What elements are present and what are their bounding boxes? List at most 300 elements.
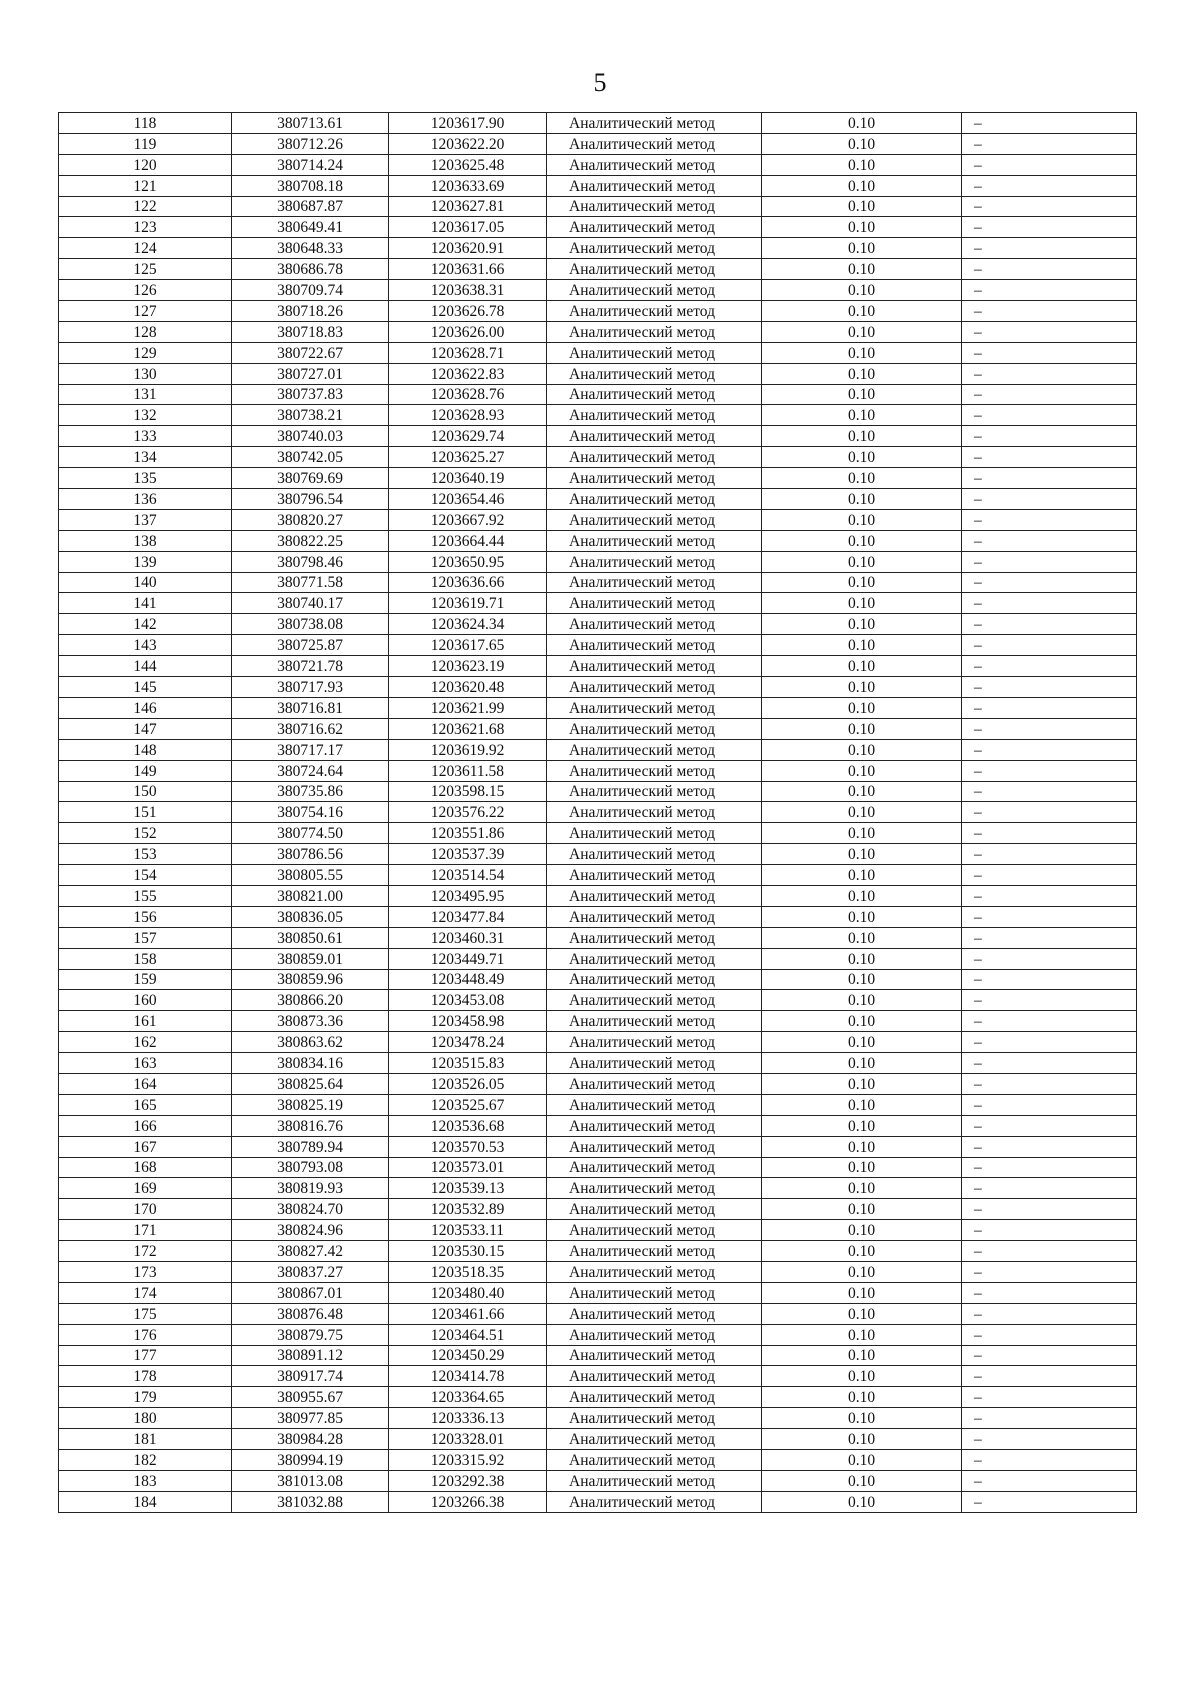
method-cell: Аналитический метод	[547, 990, 762, 1011]
point-number-cell: 129	[59, 342, 232, 363]
point-number-cell: 150	[59, 781, 232, 802]
point-number-cell: 169	[59, 1178, 232, 1199]
accuracy-cell: 0.10	[762, 1241, 962, 1262]
x-coordinate-cell: 380816.76	[232, 1115, 389, 1136]
x-coordinate-cell: 380740.17	[232, 593, 389, 614]
note-cell: –	[962, 175, 1137, 196]
table-row	[59, 426, 1137, 447]
method-cell: Аналитический метод	[547, 927, 762, 948]
method-cell: Аналитический метод	[547, 405, 762, 426]
accuracy-cell: 0.10	[762, 1199, 962, 1220]
accuracy-cell: 0.10	[762, 1178, 962, 1199]
table-row	[59, 489, 1137, 510]
accuracy-cell: 0.10	[762, 1450, 962, 1471]
x-coordinate-cell: 380714.24	[232, 154, 389, 175]
accuracy-cell: 0.10	[762, 468, 962, 489]
accuracy-cell: 0.10	[762, 1136, 962, 1157]
x-coordinate-cell: 380819.93	[232, 1178, 389, 1199]
y-coordinate-cell: 1203458.98	[389, 1011, 547, 1032]
point-number-cell: 179	[59, 1387, 232, 1408]
method-cell: Аналитический метод	[547, 468, 762, 489]
table-row	[59, 1136, 1137, 1157]
accuracy-cell: 0.10	[762, 635, 962, 656]
note-cell: –	[962, 1491, 1137, 1512]
accuracy-cell: 0.10	[762, 217, 962, 238]
method-cell: Аналитический метод	[547, 802, 762, 823]
accuracy-cell: 0.10	[762, 1053, 962, 1074]
method-cell: Аналитический метод	[547, 948, 762, 969]
accuracy-cell: 0.10	[762, 823, 962, 844]
method-cell: Аналитический метод	[547, 781, 762, 802]
point-number-cell: 121	[59, 175, 232, 196]
y-coordinate-cell: 1203631.66	[389, 259, 547, 280]
method-cell: Аналитический метод	[547, 760, 762, 781]
x-coordinate-cell: 380917.74	[232, 1366, 389, 1387]
point-number-cell: 178	[59, 1366, 232, 1387]
note-cell: –	[962, 990, 1137, 1011]
accuracy-cell: 0.10	[762, 614, 962, 635]
x-coordinate-cell: 380796.54	[232, 489, 389, 510]
note-cell: –	[962, 1011, 1137, 1032]
accuracy-cell: 0.10	[762, 447, 962, 468]
y-coordinate-cell: 1203515.83	[389, 1053, 547, 1074]
table-row	[59, 342, 1137, 363]
method-cell: Аналитический метод	[547, 154, 762, 175]
accuracy-cell: 0.10	[762, 509, 962, 530]
method-cell: Аналитический метод	[547, 906, 762, 927]
accuracy-cell: 0.10	[762, 572, 962, 593]
point-number-cell: 155	[59, 885, 232, 906]
note-cell: –	[962, 760, 1137, 781]
x-coordinate-cell: 380774.50	[232, 823, 389, 844]
y-coordinate-cell: 1203448.49	[389, 969, 547, 990]
accuracy-cell: 0.10	[762, 844, 962, 865]
table-row	[59, 823, 1137, 844]
method-cell: Аналитический метод	[547, 259, 762, 280]
x-coordinate-cell: 380798.46	[232, 551, 389, 572]
point-number-cell: 166	[59, 1115, 232, 1136]
note-cell: –	[962, 865, 1137, 886]
page-number: 5	[593, 68, 607, 97]
accuracy-cell: 0.10	[762, 530, 962, 551]
x-coordinate-cell: 380713.61	[232, 113, 389, 134]
accuracy-cell: 0.10	[762, 1303, 962, 1324]
note-cell: –	[962, 1450, 1137, 1471]
note-cell: –	[962, 1136, 1137, 1157]
table-row	[59, 405, 1137, 426]
x-coordinate-cell: 380876.48	[232, 1303, 389, 1324]
x-coordinate-cell: 380708.18	[232, 175, 389, 196]
accuracy-cell: 0.10	[762, 1011, 962, 1032]
point-number-cell: 157	[59, 927, 232, 948]
y-coordinate-cell: 1203621.68	[389, 718, 547, 739]
point-number-cell: 142	[59, 614, 232, 635]
coordinates-table	[58, 112, 1137, 1513]
table-row	[59, 363, 1137, 384]
note-cell: –	[962, 802, 1137, 823]
table-row	[59, 948, 1137, 969]
table-row	[59, 217, 1137, 238]
x-coordinate-cell: 380825.64	[232, 1073, 389, 1094]
table-row	[59, 1429, 1137, 1450]
y-coordinate-cell: 1203533.11	[389, 1220, 547, 1241]
note-cell: –	[962, 635, 1137, 656]
method-cell: Аналитический метод	[547, 697, 762, 718]
point-number-cell: 136	[59, 489, 232, 510]
method-cell: Аналитический метод	[547, 656, 762, 677]
note-cell: –	[962, 1157, 1137, 1178]
x-coordinate-cell: 380648.33	[232, 238, 389, 259]
table-row	[59, 196, 1137, 217]
method-cell: Аналитический метод	[547, 321, 762, 342]
note-cell: –	[962, 133, 1137, 154]
note-cell: –	[962, 1470, 1137, 1491]
x-coordinate-cell: 380859.96	[232, 969, 389, 990]
x-coordinate-cell: 380879.75	[232, 1324, 389, 1345]
x-coordinate-cell: 380716.81	[232, 697, 389, 718]
point-number-cell: 140	[59, 572, 232, 593]
table-row	[59, 1115, 1137, 1136]
point-number-cell: 130	[59, 363, 232, 384]
accuracy-cell: 0.10	[762, 885, 962, 906]
point-number-cell: 171	[59, 1220, 232, 1241]
x-coordinate-cell: 380754.16	[232, 802, 389, 823]
accuracy-cell: 0.10	[762, 1157, 962, 1178]
point-number-cell: 174	[59, 1282, 232, 1303]
note-cell: –	[962, 301, 1137, 322]
x-coordinate-cell: 380717.17	[232, 739, 389, 760]
accuracy-cell: 0.10	[762, 906, 962, 927]
method-cell: Аналитический метод	[547, 238, 762, 259]
y-coordinate-cell: 1203621.99	[389, 697, 547, 718]
x-coordinate-cell: 380725.87	[232, 635, 389, 656]
x-coordinate-cell: 380649.41	[232, 217, 389, 238]
method-cell: Аналитический метод	[547, 1261, 762, 1282]
note-cell: –	[962, 1429, 1137, 1450]
y-coordinate-cell: 1203570.53	[389, 1136, 547, 1157]
x-coordinate-cell: 380822.25	[232, 530, 389, 551]
point-number-cell: 180	[59, 1408, 232, 1429]
x-coordinate-cell: 380873.36	[232, 1011, 389, 1032]
x-coordinate-cell: 380837.27	[232, 1261, 389, 1282]
accuracy-cell: 0.10	[762, 760, 962, 781]
x-coordinate-cell: 380984.28	[232, 1429, 389, 1450]
x-coordinate-cell: 380709.74	[232, 280, 389, 301]
accuracy-cell: 0.10	[762, 1094, 962, 1115]
accuracy-cell: 0.10	[762, 802, 962, 823]
table-row	[59, 1178, 1137, 1199]
method-cell: Аналитический метод	[547, 301, 762, 322]
method-cell: Аналитический метод	[547, 1366, 762, 1387]
point-number-cell: 146	[59, 697, 232, 718]
note-cell: –	[962, 1073, 1137, 1094]
method-cell: Аналитический метод	[547, 1345, 762, 1366]
table-row	[59, 1324, 1137, 1345]
method-cell: Аналитический метод	[547, 593, 762, 614]
method-cell: Аналитический метод	[547, 1094, 762, 1115]
note-cell: –	[962, 927, 1137, 948]
note-cell: –	[962, 1094, 1137, 1115]
table-row	[59, 175, 1137, 196]
table-row	[59, 259, 1137, 280]
method-cell: Аналитический метод	[547, 1282, 762, 1303]
y-coordinate-cell: 1203628.93	[389, 405, 547, 426]
y-coordinate-cell: 1203620.91	[389, 238, 547, 259]
method-cell: Аналитический метод	[547, 572, 762, 593]
accuracy-cell: 0.10	[762, 363, 962, 384]
table-row	[59, 1303, 1137, 1324]
accuracy-cell: 0.10	[762, 927, 962, 948]
method-cell: Аналитический метод	[547, 1408, 762, 1429]
y-coordinate-cell: 1203617.90	[389, 113, 547, 134]
accuracy-cell: 0.10	[762, 384, 962, 405]
method-cell: Аналитический метод	[547, 739, 762, 760]
y-coordinate-cell: 1203525.67	[389, 1094, 547, 1115]
x-coordinate-cell: 380687.87	[232, 196, 389, 217]
x-coordinate-cell: 381013.08	[232, 1470, 389, 1491]
point-number-cell: 141	[59, 593, 232, 614]
x-coordinate-cell: 380891.12	[232, 1345, 389, 1366]
accuracy-cell: 0.10	[762, 175, 962, 196]
note-cell: –	[962, 823, 1137, 844]
accuracy-cell: 0.10	[762, 1324, 962, 1345]
table-row	[59, 133, 1137, 154]
table-row	[59, 593, 1137, 614]
point-number-cell: 172	[59, 1241, 232, 1262]
note-cell: –	[962, 447, 1137, 468]
method-cell: Аналитический метод	[547, 363, 762, 384]
table-row	[59, 865, 1137, 886]
y-coordinate-cell: 1203539.13	[389, 1178, 547, 1199]
method-cell: Аналитический метод	[547, 969, 762, 990]
table-row	[59, 1094, 1137, 1115]
y-coordinate-cell: 1203628.76	[389, 384, 547, 405]
table-row	[59, 468, 1137, 489]
method-cell: Аналитический метод	[547, 1303, 762, 1324]
table-row	[59, 1345, 1137, 1366]
table-row	[59, 635, 1137, 656]
x-coordinate-cell: 380717.93	[232, 677, 389, 698]
note-cell: –	[962, 1366, 1137, 1387]
table-row	[59, 969, 1137, 990]
y-coordinate-cell: 1203537.39	[389, 844, 547, 865]
method-cell: Аналитический метод	[547, 196, 762, 217]
table-row	[59, 154, 1137, 175]
note-cell: –	[962, 1032, 1137, 1053]
point-number-cell: 182	[59, 1450, 232, 1471]
y-coordinate-cell: 1203622.20	[389, 133, 547, 154]
y-coordinate-cell: 1203532.89	[389, 1199, 547, 1220]
table-row	[59, 1073, 1137, 1094]
table-row	[59, 614, 1137, 635]
table-row	[59, 1241, 1137, 1262]
accuracy-cell: 0.10	[762, 739, 962, 760]
accuracy-cell: 0.10	[762, 1282, 962, 1303]
x-coordinate-cell: 380718.26	[232, 301, 389, 322]
note-cell: –	[962, 1241, 1137, 1262]
note-cell: –	[962, 1345, 1137, 1366]
method-cell: Аналитический метод	[547, 1470, 762, 1491]
x-coordinate-cell: 380721.78	[232, 656, 389, 677]
accuracy-cell: 0.10	[762, 301, 962, 322]
table-row	[59, 301, 1137, 322]
y-coordinate-cell: 1203514.54	[389, 865, 547, 886]
point-number-cell: 148	[59, 739, 232, 760]
method-cell: Аналитический метод	[547, 426, 762, 447]
accuracy-cell: 0.10	[762, 133, 962, 154]
point-number-cell: 126	[59, 280, 232, 301]
point-number-cell: 139	[59, 551, 232, 572]
table-row	[59, 781, 1137, 802]
method-cell: Аналитический метод	[547, 823, 762, 844]
y-coordinate-cell: 1203460.31	[389, 927, 547, 948]
y-coordinate-cell: 1203625.27	[389, 447, 547, 468]
table-row	[59, 844, 1137, 865]
point-number-cell: 184	[59, 1491, 232, 1512]
table-row	[59, 885, 1137, 906]
note-cell: –	[962, 718, 1137, 739]
table-row	[59, 1261, 1137, 1282]
note-cell: –	[962, 1220, 1137, 1241]
table-row	[59, 739, 1137, 760]
method-cell: Аналитический метод	[547, 1073, 762, 1094]
method-cell: Аналитический метод	[547, 509, 762, 530]
coordinates-table-body	[59, 113, 1137, 1513]
x-coordinate-cell: 380859.01	[232, 948, 389, 969]
y-coordinate-cell: 1203292.38	[389, 1470, 547, 1491]
y-coordinate-cell: 1203328.01	[389, 1429, 547, 1450]
point-number-cell: 152	[59, 823, 232, 844]
y-coordinate-cell: 1203625.48	[389, 154, 547, 175]
y-coordinate-cell: 1203461.66	[389, 1303, 547, 1324]
point-number-cell: 164	[59, 1073, 232, 1094]
x-coordinate-cell: 380824.70	[232, 1199, 389, 1220]
point-number-cell: 161	[59, 1011, 232, 1032]
method-cell: Аналитический метод	[547, 1324, 762, 1345]
y-coordinate-cell: 1203626.00	[389, 321, 547, 342]
method-cell: Аналитический метод	[547, 614, 762, 635]
table-row	[59, 1053, 1137, 1074]
table-row	[59, 802, 1137, 823]
x-coordinate-cell: 380955.67	[232, 1387, 389, 1408]
x-coordinate-cell: 380686.78	[232, 259, 389, 280]
method-cell: Аналитический метод	[547, 1429, 762, 1450]
point-number-cell: 181	[59, 1429, 232, 1450]
y-coordinate-cell: 1203449.71	[389, 948, 547, 969]
y-coordinate-cell: 1203636.66	[389, 572, 547, 593]
point-number-cell: 127	[59, 301, 232, 322]
accuracy-cell: 0.10	[762, 781, 962, 802]
method-cell: Аналитический метод	[547, 447, 762, 468]
y-coordinate-cell: 1203640.19	[389, 468, 547, 489]
note-cell: –	[962, 948, 1137, 969]
note-cell: –	[962, 280, 1137, 301]
y-coordinate-cell: 1203336.13	[389, 1408, 547, 1429]
y-coordinate-cell: 1203611.58	[389, 760, 547, 781]
note-cell: –	[962, 739, 1137, 760]
accuracy-cell: 0.10	[762, 405, 962, 426]
x-coordinate-cell: 380738.21	[232, 405, 389, 426]
table-row	[59, 718, 1137, 739]
x-coordinate-cell: 380824.96	[232, 1220, 389, 1241]
point-number-cell: 156	[59, 906, 232, 927]
table-row	[59, 697, 1137, 718]
x-coordinate-cell: 380866.20	[232, 990, 389, 1011]
point-number-cell: 183	[59, 1470, 232, 1491]
accuracy-cell: 0.10	[762, 1261, 962, 1282]
method-cell: Аналитический метод	[547, 1199, 762, 1220]
note-cell: –	[962, 1408, 1137, 1429]
point-number-cell: 173	[59, 1261, 232, 1282]
point-number-cell: 175	[59, 1303, 232, 1324]
y-coordinate-cell: 1203667.92	[389, 509, 547, 530]
point-number-cell: 143	[59, 635, 232, 656]
y-coordinate-cell: 1203464.51	[389, 1324, 547, 1345]
accuracy-cell: 0.10	[762, 426, 962, 447]
y-coordinate-cell: 1203654.46	[389, 489, 547, 510]
table-row	[59, 1032, 1137, 1053]
y-coordinate-cell: 1203576.22	[389, 802, 547, 823]
point-number-cell: 163	[59, 1053, 232, 1074]
x-coordinate-cell: 380724.64	[232, 760, 389, 781]
accuracy-cell: 0.10	[762, 1429, 962, 1450]
note-cell: –	[962, 238, 1137, 259]
method-cell: Аналитический метод	[547, 489, 762, 510]
x-coordinate-cell: 380867.01	[232, 1282, 389, 1303]
note-cell: –	[962, 384, 1137, 405]
accuracy-cell: 0.10	[762, 113, 962, 134]
accuracy-cell: 0.10	[762, 489, 962, 510]
note-cell: –	[962, 259, 1137, 280]
y-coordinate-cell: 1203650.95	[389, 551, 547, 572]
note-cell: –	[962, 489, 1137, 510]
x-coordinate-cell: 380977.85	[232, 1408, 389, 1429]
method-cell: Аналитический метод	[547, 1032, 762, 1053]
note-cell: –	[962, 1261, 1137, 1282]
note-cell: –	[962, 844, 1137, 865]
method-cell: Аналитический метод	[547, 551, 762, 572]
x-coordinate-cell: 380716.62	[232, 718, 389, 739]
y-coordinate-cell: 1203480.40	[389, 1282, 547, 1303]
y-coordinate-cell: 1203617.05	[389, 217, 547, 238]
point-number-cell: 125	[59, 259, 232, 280]
accuracy-cell: 0.10	[762, 280, 962, 301]
accuracy-cell: 0.10	[762, 196, 962, 217]
table-row	[59, 551, 1137, 572]
y-coordinate-cell: 1203638.31	[389, 280, 547, 301]
point-number-cell: 118	[59, 113, 232, 134]
x-coordinate-cell: 380735.86	[232, 781, 389, 802]
y-coordinate-cell: 1203536.68	[389, 1115, 547, 1136]
note-cell: –	[962, 1053, 1137, 1074]
y-coordinate-cell: 1203622.83	[389, 363, 547, 384]
note-cell: –	[962, 468, 1137, 489]
y-coordinate-cell: 1203450.29	[389, 1345, 547, 1366]
x-coordinate-cell: 380769.69	[232, 468, 389, 489]
note-cell: –	[962, 656, 1137, 677]
note-cell: –	[962, 551, 1137, 572]
accuracy-cell: 0.10	[762, 990, 962, 1011]
note-cell: –	[962, 593, 1137, 614]
table-row	[59, 113, 1137, 134]
method-cell: Аналитический метод	[547, 1491, 762, 1512]
table-row	[59, 1387, 1137, 1408]
note-cell: –	[962, 572, 1137, 593]
accuracy-cell: 0.10	[762, 948, 962, 969]
point-number-cell: 160	[59, 990, 232, 1011]
accuracy-cell: 0.10	[762, 697, 962, 718]
table-row	[59, 990, 1137, 1011]
